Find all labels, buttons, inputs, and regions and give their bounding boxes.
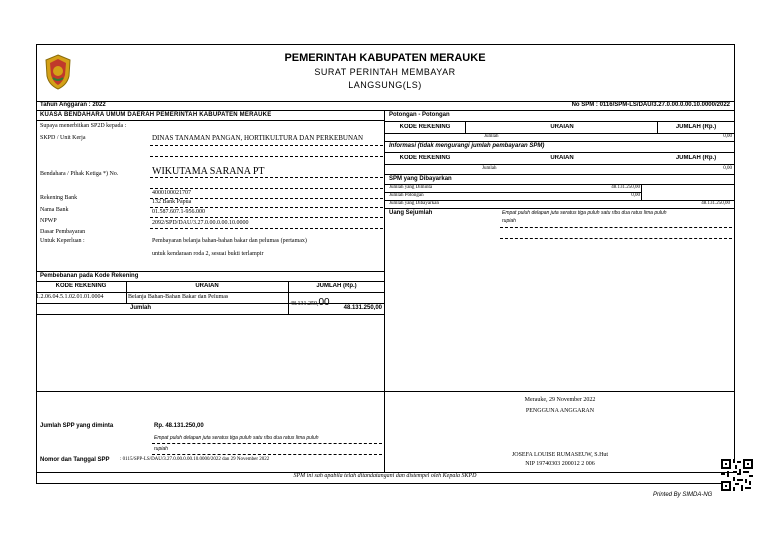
skpd-label: SKPD / Unit Kerja (40, 135, 86, 141)
nomor-spp-label: Nomor dan Tanggal SPP (40, 457, 110, 463)
spp-words-2: rupiah (154, 446, 168, 452)
pembebanan-total-value: 48.131.250,00 (343, 305, 382, 311)
spp-value: Rp. 48.131.250,00 (154, 423, 204, 429)
potongan-header-kode: KODE REKENING (399, 124, 451, 130)
document-subtitle: SURAT PERINTAH MEMBAYAR (314, 67, 456, 77)
pembebanan-title: Pembebanan pada Kode Rekening (40, 273, 139, 279)
divider (384, 141, 734, 142)
document-title: PEMERINTAH KABUPATEN MERAUKE (284, 52, 486, 64)
pembebanan-header-jumlah: JUMLAH (Rp.) (316, 283, 357, 289)
informasi-jumlah-value: 0,00 (723, 166, 732, 171)
signer-nip: NIP 19740303 200012 2 006 (525, 461, 595, 467)
dasar-value: 2092/SPD/DAU/3.27.0.00.0.00.10.0000 (152, 220, 249, 226)
bendahara-value: WIKUTAMA SARANA PT (152, 166, 265, 177)
rekening-bank-label: Rekening Bank (40, 195, 78, 201)
potongan-jumlah-label: Jumlah (484, 134, 499, 139)
pembebanan-header-kode: KODE REKENING (55, 283, 107, 289)
keperluan-label: Untuk Keperluan : (40, 238, 85, 244)
nama-bank-label: Nama Bank (40, 207, 69, 213)
validity-note: SPM ini sah apabila telah ditandatangani dan distempel oleh Kepala SKPD (293, 473, 477, 479)
printed-by: Printed By SIMDA-NG (653, 492, 713, 498)
diminta-label: Jumlah yang Diminta (389, 185, 433, 190)
divider (36, 292, 384, 293)
dotted-line (152, 454, 382, 455)
dasar-label: Dasar Pembayaran (40, 229, 86, 235)
informasi-header-jumlah: JUMLAH (Rp.) (675, 155, 717, 161)
dibayarkan-value: 48.131.250,00 (701, 201, 730, 206)
dibayarkan-label: Jumlah yang Dibayarkan (389, 201, 439, 206)
keperluan-line-1: Pembayaran belanja bahan-bahan bakar dan pelumas (pertamax) (152, 238, 307, 244)
rekening-bank-value: 4000100021707 (152, 190, 191, 196)
divider (384, 174, 734, 175)
uang-sejumlah-line-1: Empat puluh delapan juta seratus tiga puluh satu ribu dua ratus lima puluh (502, 210, 667, 216)
npwp-value: 01.587.607.1-956.000 (152, 209, 205, 215)
divider (384, 121, 734, 122)
bendahara-label: Bendahara / Pihak Ketiga *) No. (40, 171, 119, 177)
nomor-spp-value: : 0115/SPP-LS/DAU/3.27.0.00.0.00.10.0000/2022 dan 29 November 2022 (120, 457, 270, 462)
nama-bank-value: 132 Bank Papua (152, 199, 192, 205)
table-row (36, 294, 104, 300)
dotted-line (500, 238, 732, 239)
document-subtitle-ls: LANGSUNG(LS) (348, 80, 422, 90)
dotted-line (500, 227, 732, 228)
dotted-line (150, 207, 383, 208)
kode-prefix: 1.2.06.04. (36, 294, 60, 300)
informasi-title: Informasi (tidak mengurangi jumlah pembayaran SPM) (389, 143, 545, 149)
divider (36, 271, 384, 272)
dotted-line (150, 156, 383, 157)
supaya-label: Supaya menerbitkan SP2D kepada : (40, 123, 127, 129)
dotted-line (152, 443, 382, 444)
dotted-line (150, 217, 383, 218)
pembebanan-total-label: Jumlah (130, 305, 152, 311)
diminta-value: 48.131.250,00 (611, 185, 640, 190)
informasi-header-kode: KODE REKENING (399, 155, 451, 161)
divider (384, 184, 734, 185)
divider (384, 152, 734, 153)
npwp-label: NPWP (40, 218, 57, 224)
dotted-line (150, 145, 383, 146)
potongan-header-uraian: URAIAN (550, 124, 574, 130)
signer-role: PENGGUNA ANGGARAN (525, 408, 595, 414)
pembebanan-uraian: Belanja Bahan-Bahan Bakar dan Pelumas (128, 294, 229, 300)
keperluan-line-2: untuk kendaraan roda 2, sesuai bukti terlampir (152, 251, 264, 257)
divider (36, 110, 734, 111)
skpd-value: DINAS TANAMAN PANGAN, HORTIKULTURA DAN PERKEBUNAN (152, 134, 364, 142)
informasi-jumlah-label: Jumlah (482, 166, 497, 171)
table-divider (126, 281, 127, 303)
potongan-header-jumlah: JUMLAH (Rp.) (675, 124, 717, 130)
table-divider (641, 184, 642, 200)
jumlah-main: 48.131.250, (290, 301, 319, 307)
signer-name: JOSEFA LOUISE RUMASEUW, S.Hut (511, 452, 609, 458)
place-date: Merauke, 29 November 2022 (524, 397, 596, 403)
spm-dibayarkan-title: SPM yang Dibayarkan (389, 176, 452, 182)
table-divider (465, 121, 466, 133)
qr-code-icon (721, 459, 753, 491)
pembebanan-header-uraian: URAIAN (195, 283, 219, 289)
divider (36, 120, 384, 121)
dotted-line (150, 228, 383, 229)
potongan-title: Potongan - Potongan (389, 112, 450, 118)
regency-emblem-icon (44, 54, 72, 90)
potongan-label: Jumlah Potongan (389, 193, 424, 198)
divider (384, 208, 734, 209)
jumlah-cents: 00 (318, 297, 330, 308)
spp-label: Jumlah SPP yang diminta (40, 423, 114, 429)
potongan-jumlah-value: 0,00 (723, 134, 732, 139)
divider (36, 281, 384, 282)
kode-rekening: 5.1.02.01.01.0004 (60, 294, 104, 300)
informasi-header-uraian: URAIAN (550, 155, 574, 161)
divider (384, 164, 734, 165)
spm-number: No SPM : 0116/SPM-LS/DAU/3.27.0.00.0.00.10.0000/2022 (571, 102, 730, 108)
tahun-anggaran: Tahun Anggaran : 2022 (40, 102, 106, 108)
uang-sejumlah-line-2: rupiah (502, 218, 516, 224)
divider (36, 391, 734, 392)
kuasa-title: KUASA BENDAHARA UMUM DAERAH PEMERINTAH KABUPATEN MERAUKE (40, 112, 272, 118)
divider (36, 314, 384, 315)
table-divider (657, 121, 658, 133)
spp-words-1: Empat puluh delapan juta seratus tiga puluh satu ribu dua ratus lima puluh (154, 435, 319, 441)
dotted-line (150, 177, 383, 178)
uang-sejumlah-label: Uang Sejumlah (389, 210, 433, 216)
dotted-line (150, 188, 383, 189)
divider (36, 303, 384, 304)
potongan-value: 0,00 (631, 193, 640, 198)
